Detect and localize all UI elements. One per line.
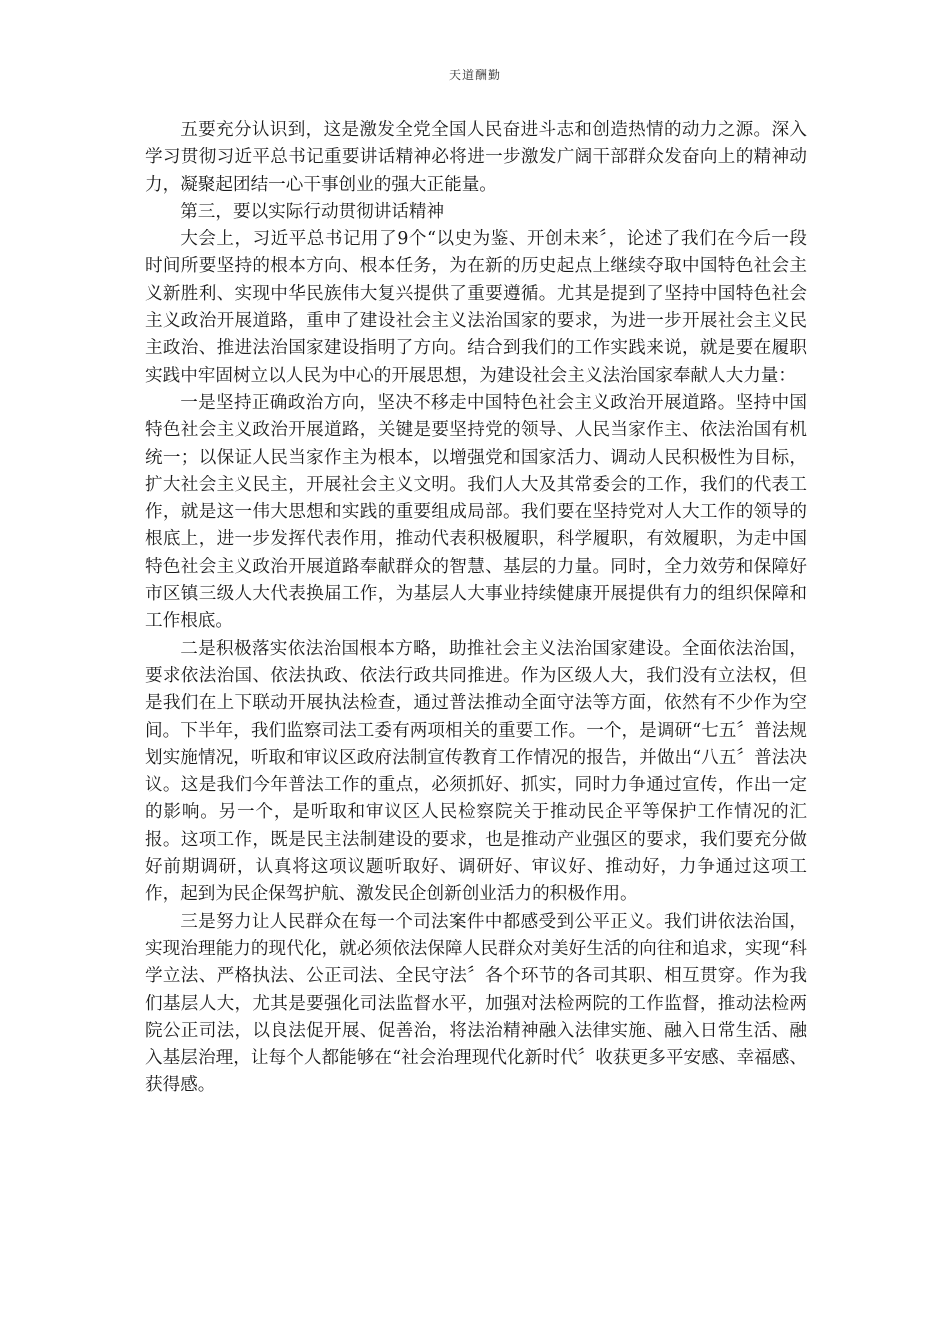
paragraph: 三是努力让人民群众在每一个司法案件中都感受到公平正义。我们讲依法治国，实现治理能力的现代化，就必须依法保障人民群众对美好生活的向往和追求，实现“科学立法、严格执法、公正司法、全民守法〞各个环节的各司其职、相互贯穿。作为我们基层人大，尤其是要强化司法监督水平，加强对法检两院的工作监督，推动法检两院公正司法，以良法促开展、促善治，将法治精神融入法律实施、融入日常生活、融入基层治理，让每个人都能够在“社会治理现代化新时代〞收获更多平安感、幸福感、获得感。 [145, 911, 807, 1096]
page-header: 天道酬勤 [448, 68, 501, 82]
paragraph: 一是坚持正确政治方向，坚决不移走中国特色社会主义政治开展道路。坚持中国特色社会主义政治开展道路，关键是要坚持党的领导、人民当家作主、依法治国有机统一；以保证人民当家作主为根本，以增强党和国家活力、调动人民积极性为目标，扩大社会主义民主，开展社会主义文明。我们人大及其常委会的工作，我们的代表工作，就是这一伟大思想和实践的重要组成局部。我们要在坚持党对人大工作的领导的根底上，进一步发挥代表作用，推动代表积极履职，科学履职，有效履职，为走中国特色社会主义政治开展道路奉献群众的智慧、基层的力量。同时，全力效劳和保障好市区镇三级人大代表换届工作，为基层人大事业持续健康开展提供有力的组织保障和工作根底。 [145, 392, 807, 632]
section-heading: 第三，要以实际行动贯彻讲话精神 [180, 201, 445, 222]
paragraph: 大会上，习近平总书记用了9个“以史为鉴、开创未来〞，论述了我们在今后一段时间所要坚持的根本方向、根本任务，为在新的历史起点上继续夺取中国特色社会主义新胜利、实现中华民族伟大复兴提供了重要遵循。尤其是提到了坚持中国特色社会主义政治开展道路，重申了建设社会主义法治国家的要求，为进一步开展社会主义民主政治、推进法治国家建设指明了方向。结合到我们的工作实践来说，就是要在履职实践中牢固树立以人民为中心的开展思想，为建设社会主义法治国家奉献人大力量： [145, 229, 807, 386]
paragraph: 二是积极落实依法治国根本方略，助推社会主义法治国家建设。全面依法治国，要求依法治国、依法执政、依法行政共同推进。作为区级人大，我们没有立法权，但是我们在上下联动开展执法检查，通过普法推动全面守法等方面，依然有不少作为空间。下半年，我们监察司法工委有两项相关的重要工作。一个，是调研“七五〞普法规划实施情况，听取和审议区政府法制宣传教育工作情况的报告，并做出“八五〞普法决议。这是我们今年普法工作的重点，必须抓好、抓实，同时力争通过宣传，作出一定的影响。另一个，是听取和审议区人民检察院关于推动民企平等保护工作情况的汇报。这项工作，既是民主法制建设的要求，也是推动产业强区的要求，我们要充分做好前期调研，认真将这项议题听取好、调研好、审议好、推动好，力争通过这项工作，起到为民企保驾护航、激发民企创新创业活力的积极作用。 [145, 638, 807, 905]
paragraph: 五要充分认识到，这是激发全党全国人民奋进斗志和创造热情的动力之源。深入学习贯彻习近平总书记重要讲话精神必将进一步激发广阔干部群众发奋向上的精神动力，凝聚起团结一心干事创业的强大正能量。 [145, 120, 807, 195]
document-body [145, 117, 807, 1100]
